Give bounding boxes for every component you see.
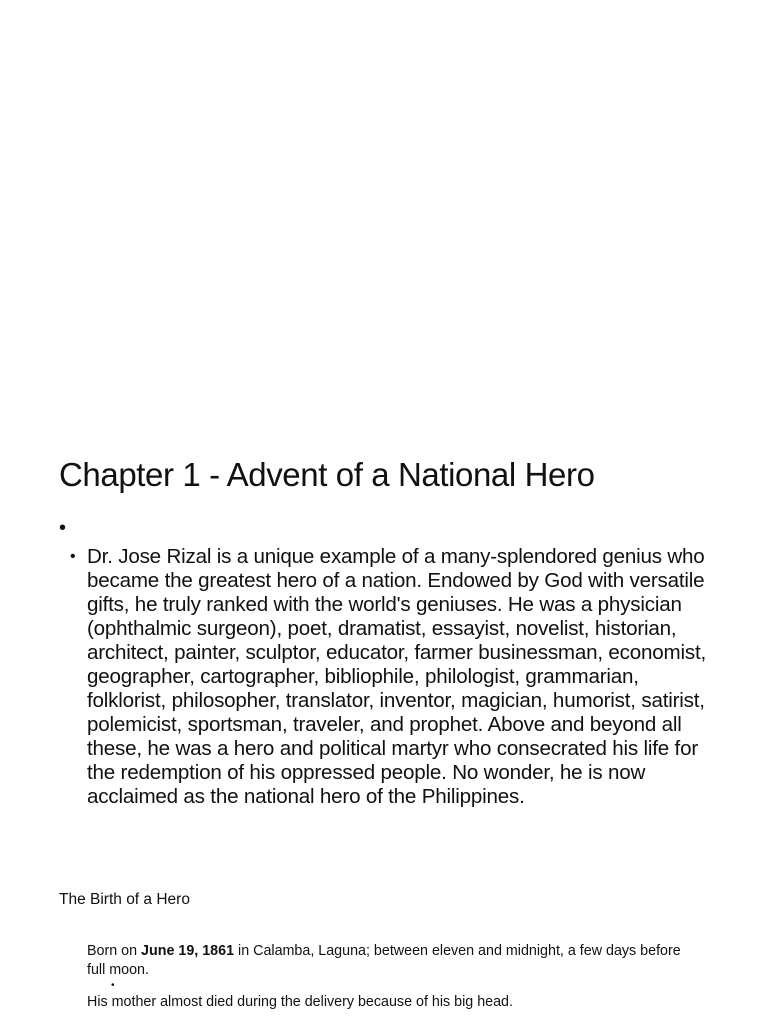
chapter-title: Chapter 1 - Advent of a National Hero	[59, 456, 595, 493]
intro-list-item	[70, 545, 710, 809]
section-title: The Birth of a Hero	[59, 891, 190, 908]
birth-paragraph	[87, 942, 702, 980]
birth-suffix: in Calamba, Laguna; between eleven and midnight, a few days before full moon.	[87, 943, 681, 978]
mother-paragraph: His mother almost died during the delivery because of his big head.	[87, 994, 513, 1010]
empty-bullet: •	[59, 517, 67, 539]
small-bullet: •	[111, 980, 115, 991]
intro-bullet: •	[70, 548, 76, 565]
birth-date: June 19, 1861	[141, 943, 235, 959]
birth-prefix: Born on	[87, 943, 142, 959]
intro-paragraph: Dr. Jose Rizal is a unique example of a many-splendored genius who became the greatest hero of a nation. Endowed by God with versatile gifts, he truly ranked with the world's geniuses. He was a physician (ophthalmic surgeon), poet, dramatist, essayist, novelist, historian, architect, painter, sculptor, educator, farmer businessman, economist, geographer, cartographer, bibliophile, philologist, grammarian, folklorist, philosopher, translator, inventor, magician, humorist, satirist, polemicist, sportsman, traveler, and prophet. Above and beyond all these, he was a hero and political martyr who consecrated his life for the redemption of his oppressed people. No wonder, he is now acclaimed as the national hero of the Philippines.	[87, 545, 706, 808]
